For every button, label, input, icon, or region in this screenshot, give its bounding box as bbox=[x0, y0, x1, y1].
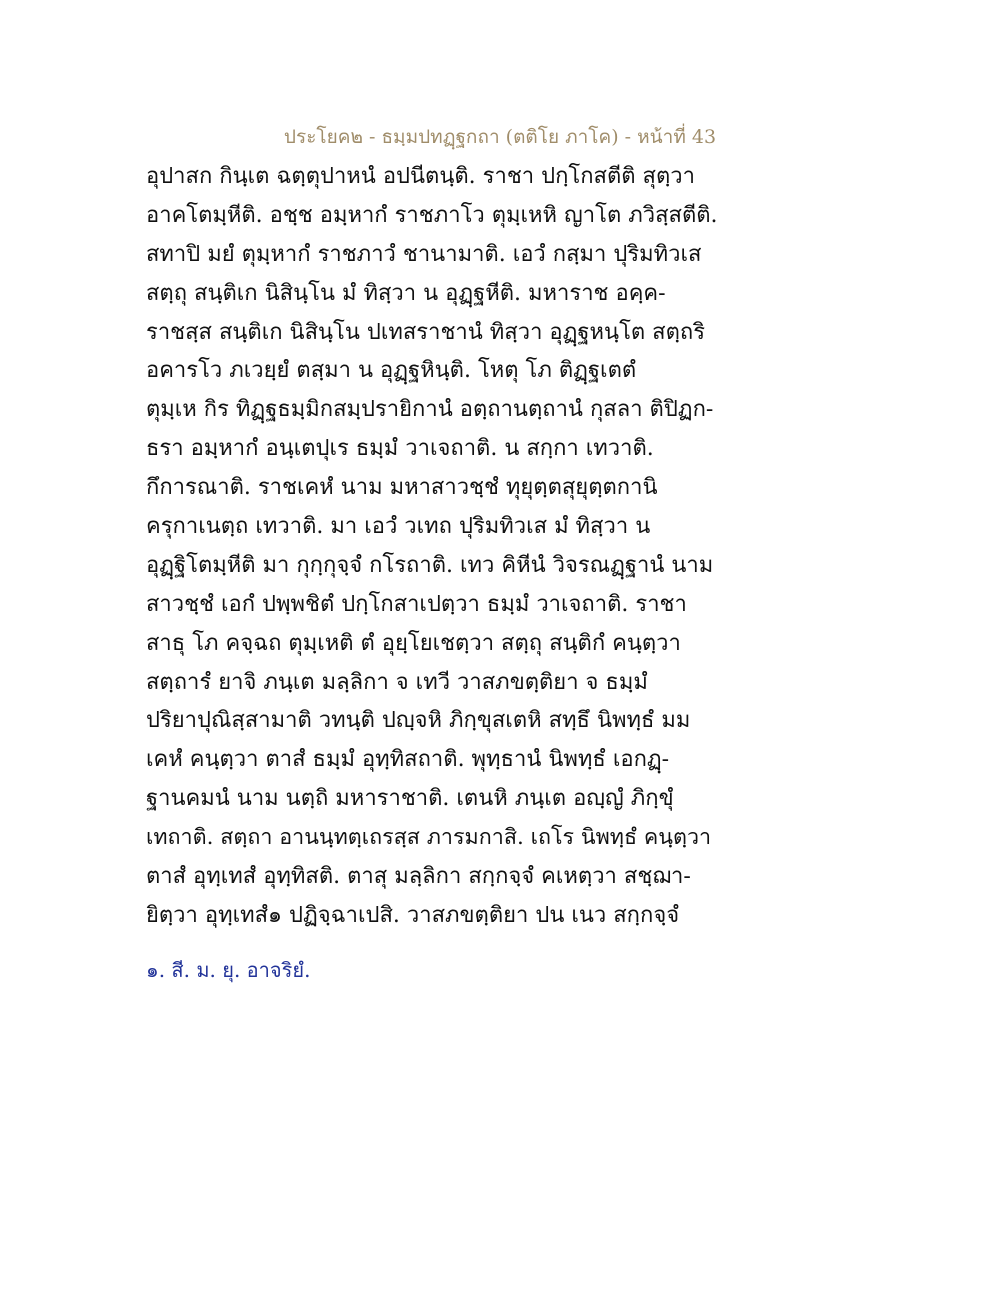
text-line: เคหํ คนฺตฺวา ตาสํ ธมฺมํ อุทฺทิสถาติ. พุทฺธานํ นิพทฺธํ เอกฏฺ- bbox=[146, 747, 670, 773]
footnote: ๑. สี. ม. ยุ. อาจริยํ. bbox=[146, 958, 311, 982]
text-line: กึการณาติ. ราชเคหํ นาม มหาสาวชฺชํ ทุยุตฺตสุยุตฺตกานิ bbox=[146, 475, 658, 501]
text-line: ตาสํ อุทฺเทสํ อุทฺทิสติ. ตาสุ มลฺลิกา สกฺกจฺจํ คเหตฺวา สชฺฌา- bbox=[146, 864, 691, 890]
text-line: อคารโว ภเวยฺยํ ตสฺมา น อุฏฺฐหินฺติ. โหตุ โภ ติฏฺฐเตตํ bbox=[146, 358, 637, 384]
text-line: ธรา อมฺหากํ อนฺเตปุเร ธมฺมํ วาเจถาติ. น สกฺกา เทวาติ. bbox=[146, 436, 654, 462]
text-line: อุปาสก กินฺเต ฉตฺตุปาหนํ อปนีตนฺติ. ราชา ปกฺโกสตีติ สุตฺวา bbox=[146, 164, 695, 189]
text-line: สาวชฺชํ เอกํ ปพฺพชิตํ ปกฺโกสาเปตฺวา ธมฺมํ วาเจถาติ. ราชา bbox=[146, 591, 687, 617]
page-header: ประโยค๒ - ธมฺมปทฏฺฐกถา (ตติโย ภาโค) - หน้าที่ 43 bbox=[283, 126, 717, 148]
text-line: อุฏฺฐิโตมฺหีติ มา กุกฺกุจฺจํ กโรถาติ. เทว คิหีนํ วิจรณฏฺฐานํ นาม bbox=[146, 552, 714, 578]
text-line: ยิตฺวา อุทฺเทสํ๑ ปฏิจฺฉาเปสิ. วาสภขตฺติยา ปน เนว สกฺกจฺจํ bbox=[146, 902, 680, 928]
text-line: ครุกาเนตฺถ เทวาติ. มา เอวํ วเทถ ปุริมทิวเส มํ ทิสฺวา น bbox=[146, 514, 651, 540]
text-line: เทถาติ. สตฺถา อานนฺทตฺเถรสฺส ภารมกาสิ. เถโร นิพทฺธํ คนฺตฺวา bbox=[146, 825, 712, 851]
text-line: สตฺถารํ ยาจิ ภนฺเต มลฺลิกา จ เทวี วาสภขตฺติยา จ ธมฺมํ bbox=[146, 669, 648, 695]
text-line: สทาปิ มยํ ตุมฺหากํ ราชภาวํ ชานามาติ. เอวํ กสฺมา ปุริมทิวเส bbox=[146, 241, 702, 267]
text-line: ตุมฺเห กิร ทิฏฺฐธมฺมิกสมฺปรายิกานํ อตฺถานตฺถานํ กุสลา ติปิฏก- bbox=[146, 397, 714, 423]
text-line: ฐานคมนํ นาม นตฺถิ มหาราชาติ. เตนหิ ภนฺเต อญฺญํ ภิกฺขุํ bbox=[146, 786, 674, 812]
text-line: ราชสฺส สนฺติเก นิสินฺโน ปเทสราชานํ ทิสฺวา อุฏฺฐหนฺโต สตฺถริ bbox=[146, 319, 706, 345]
body-text bbox=[146, 158, 716, 936]
text-line: ปริยาปุณิสฺสามาติ วทนฺติ ปญฺจหิ ภิกฺขุสเตหิ สทฺธึ นิพทฺธํ มม bbox=[146, 708, 691, 734]
text-line: สาธุ โภ คจฺฉถ ตุมฺเหติ ตํ อุยฺโยเชตฺวา สตฺถุ สนฺติกํ คนฺตฺวา bbox=[146, 630, 681, 656]
text-line: สตฺถุ สนฺติเก นิสินฺโน มํ ทิสฺวา น อุฏฺฐหีติ. มหาราช อคฺค- bbox=[146, 280, 666, 306]
text-line: อาคโตมฺหีติ. อชฺช อมฺหากํ ราชภาโว ตุมฺเหหิ ญาโต ภวิสฺสตีติ. bbox=[146, 202, 718, 228]
